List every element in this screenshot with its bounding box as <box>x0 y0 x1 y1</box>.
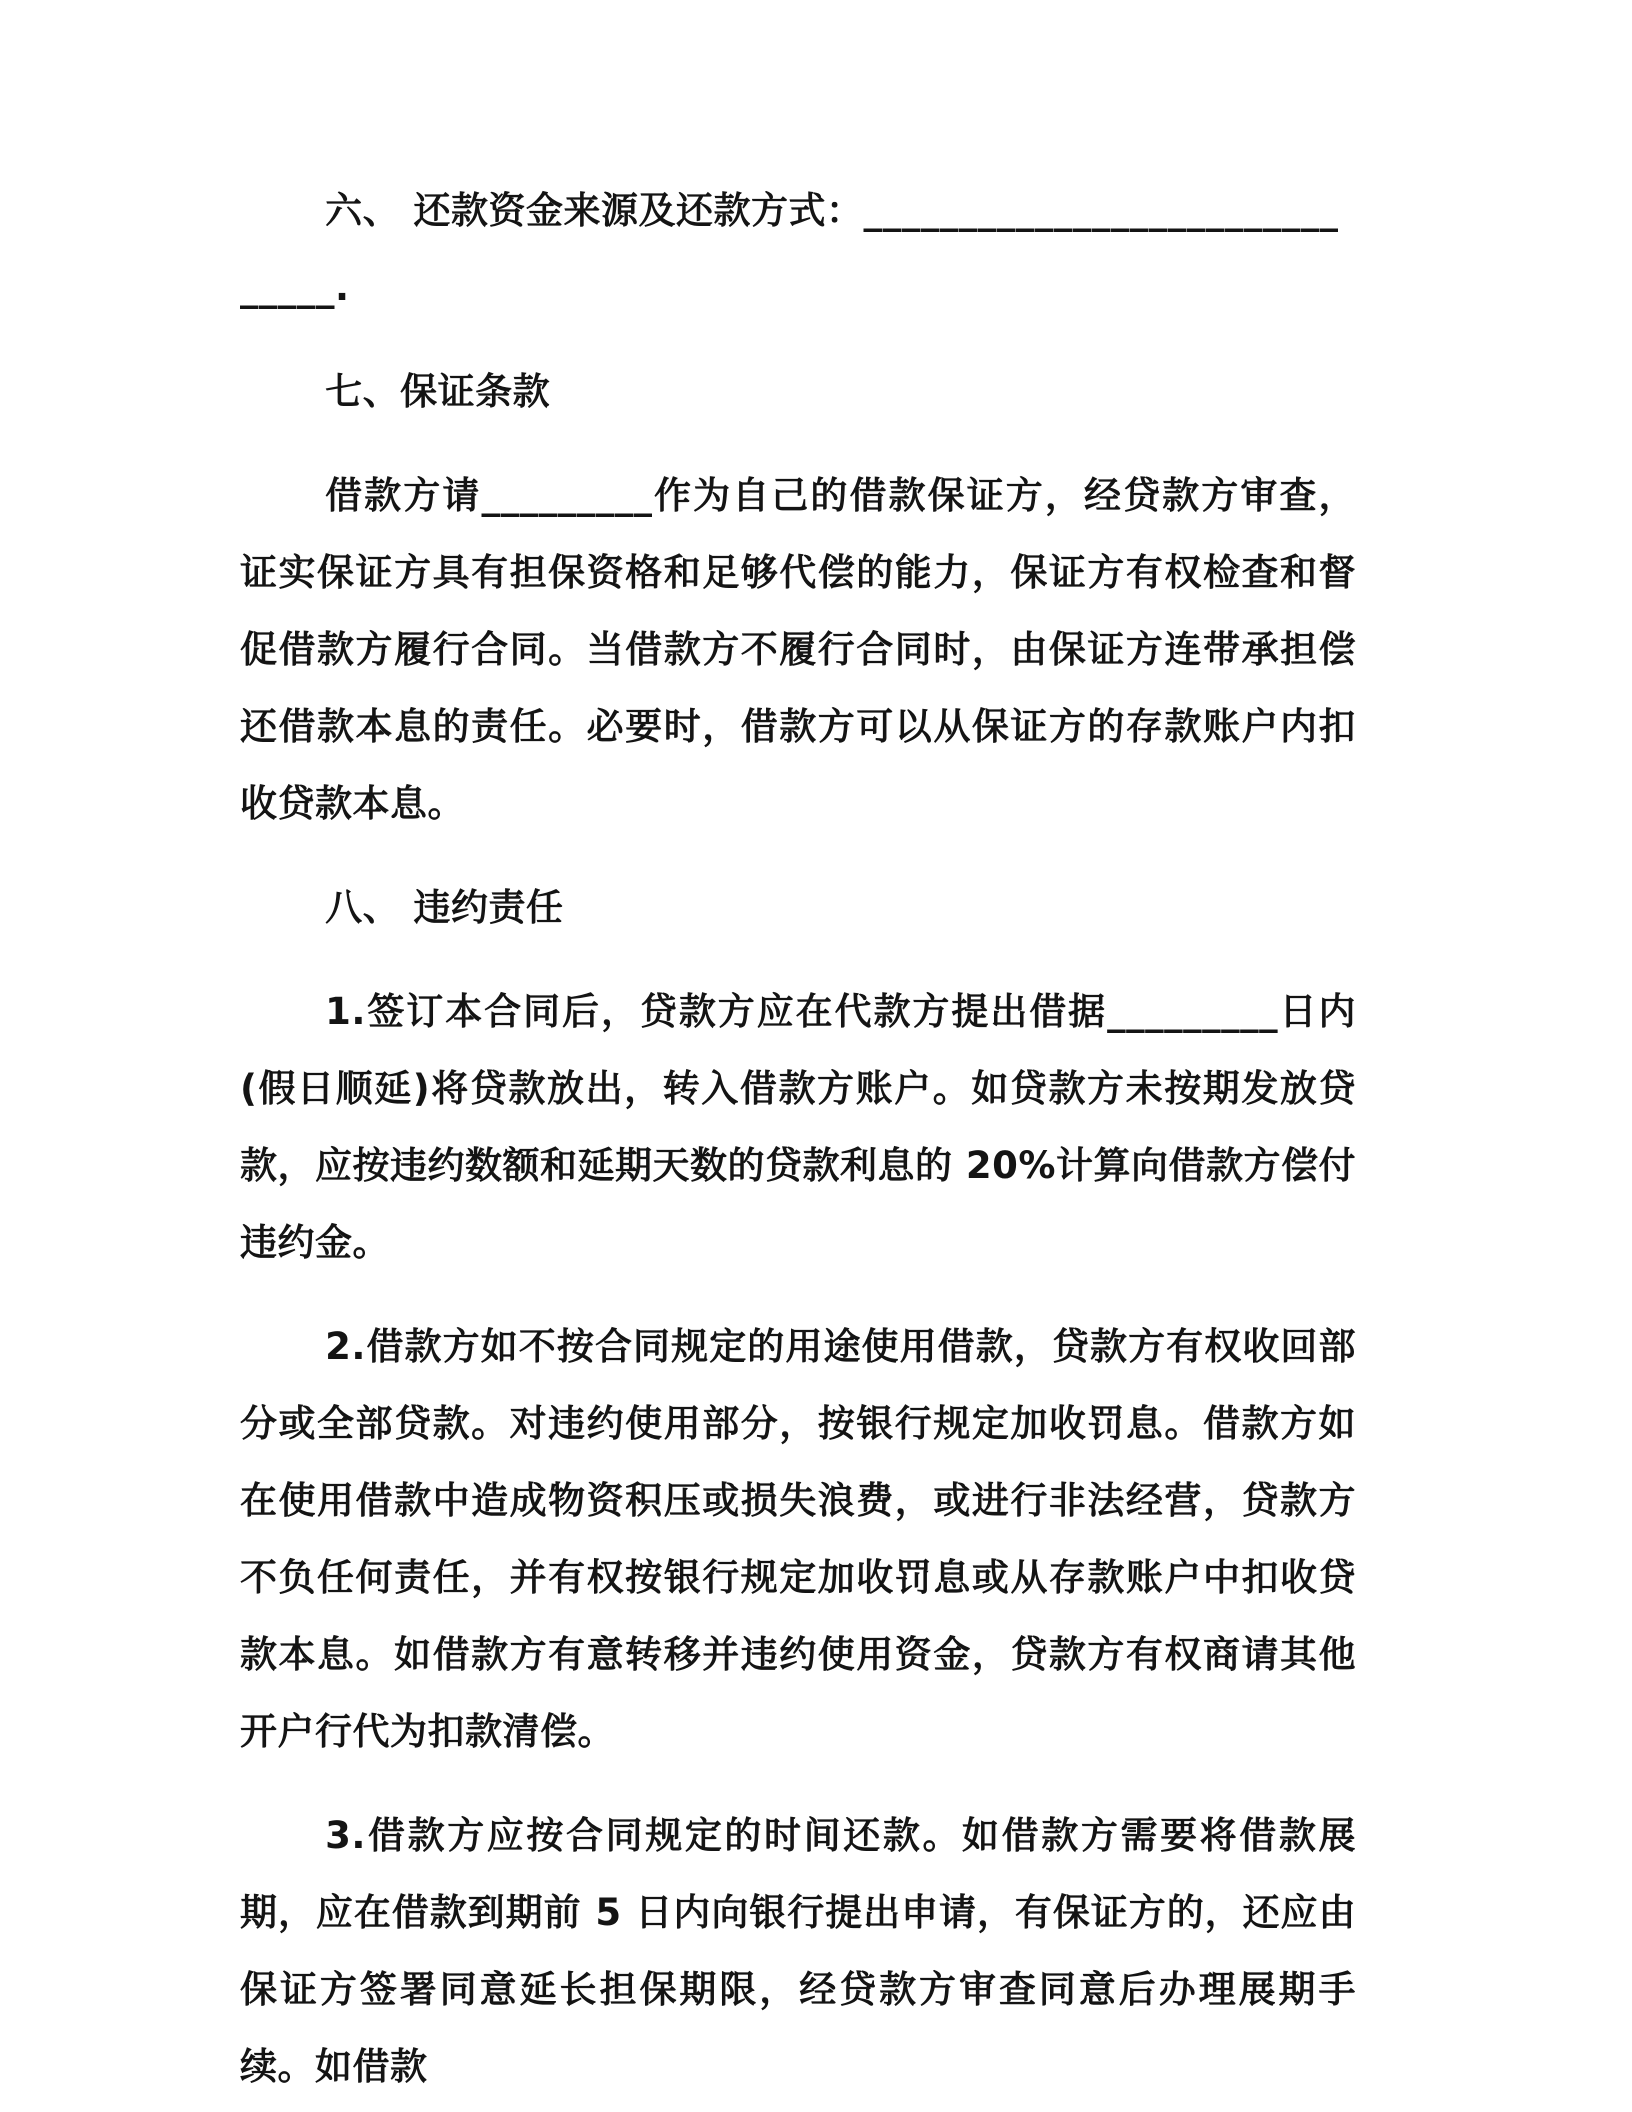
clause-six-heading: 六、 还款资金来源及还款方式：______________________________. <box>240 189 1339 309</box>
clause-eight-item-1: 1.签订本合同后，贷款方应在代款方提出借据_________日内(假日顺延)将贷款放出，转入借款方账户。如贷款方未按期发放贷款，应按违约数额和延期天数的贷款利息的 20%计算向借款方偿付违约金。 <box>240 990 1356 1264</box>
clause-seven-body: 借款方请_________作为自己的借款保证方，经贷款方审查，证实保证方具有担保资格和足够代偿的能力，保证方有权检查和督促借款方履行合同。当借款方不履行合同时，由保证方连带承担偿还借款本息的责任。必要时，借款方可以从保证方的存款账户内扣收贷款本息。 <box>240 474 1356 825</box>
clause-eight-item-3: 3.借款方应按合同规定的时间还款。如借款方需要将借款展期，应在借款到期前 5 日内向银行提出申请，有保证方的，还应由保证方签署同意延长担保期限，经贷款方审查同意后办理展期手续。如借款 <box>240 1814 1356 2088</box>
clause-eight-item-2: 2.借款方如不按合同规定的用途使用借款，贷款方有权收回部分或全部贷款。对违约使用部分，按银行规定加收罚息。借款方如在使用借款中造成物资积压或损失浪费，或进行非法经营，贷款方不负任何责任，并有权按银行规定加收罚息或从存款账户中扣收贷款本息。如借款方有意转移并违约使用资金，贷款方有权商请其他开户行代为扣款清偿。 <box>240 1325 1356 1753</box>
clause-eight-heading: 八、 违约责任 <box>325 886 564 929</box>
clause-seven-heading: 七、保证条款 <box>325 370 551 413</box>
